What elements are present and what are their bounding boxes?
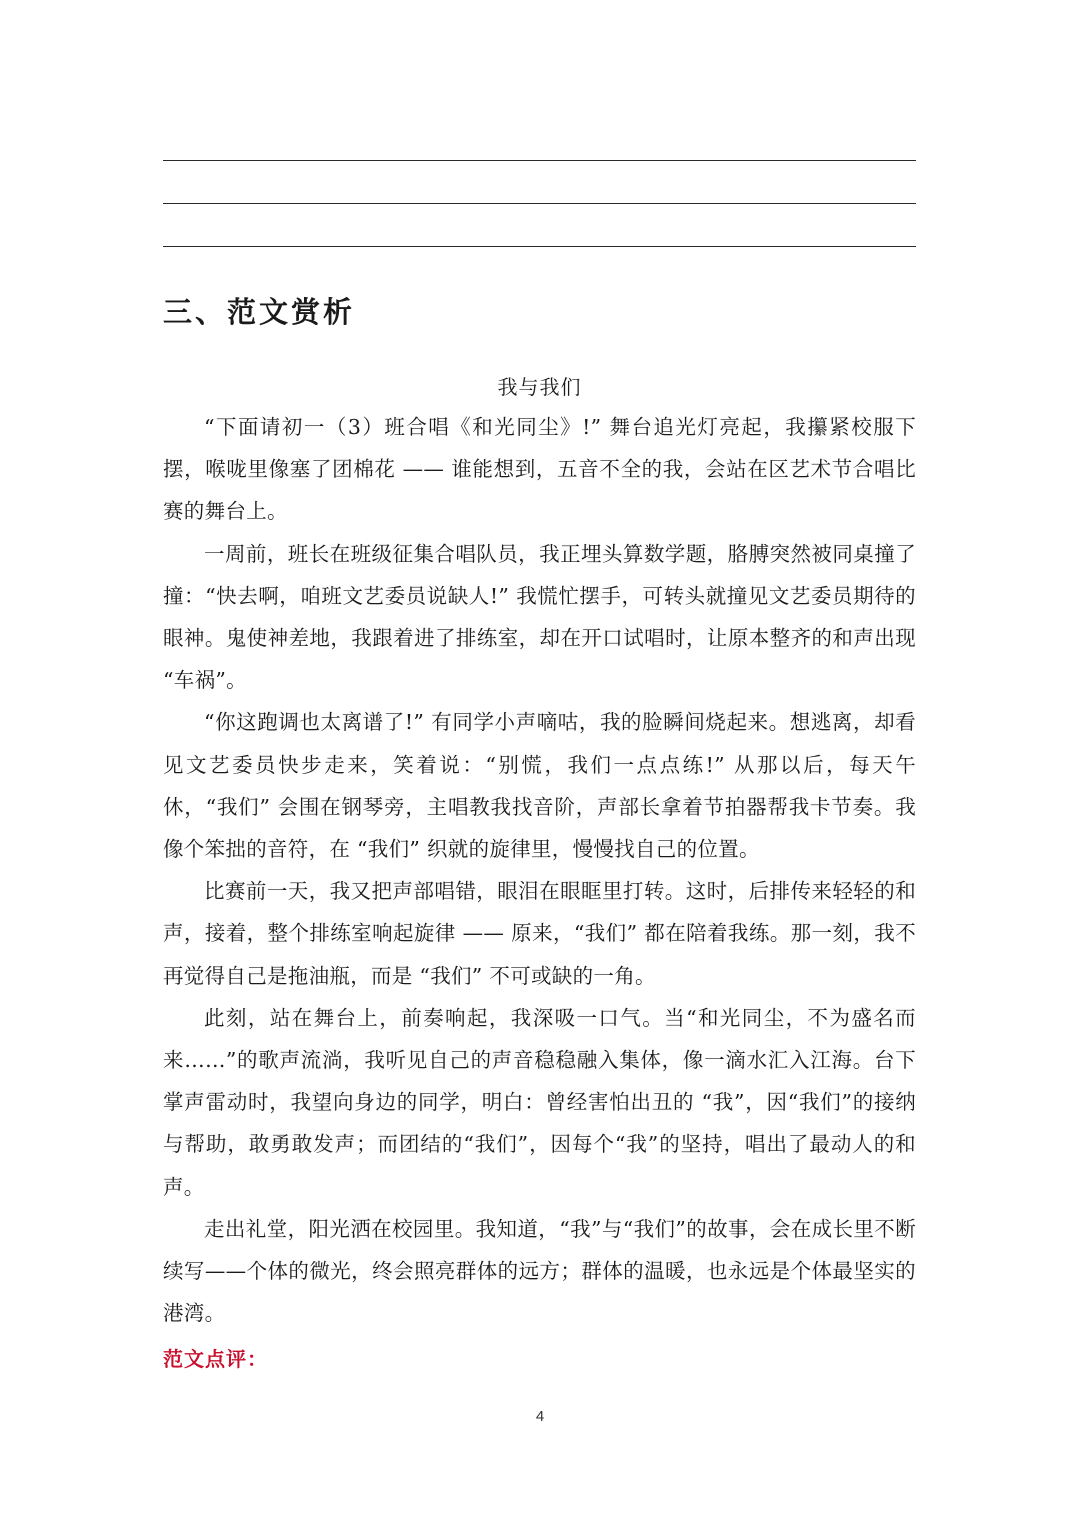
essay-paragraph: “你这跑调也太离谱了!” 有同学小声嘀咕，我的脸瞬间烧起来。想逃离，却看见文艺委员快步走来，笑着说：“别慌，我们一点点练!” 从那以后，每天午休，“我们” 会围在钢琴旁，主唱教我找音阶，声部长拿着节拍器帮我卡节奏。我像个笨拙的音符，在 “我们” 织就的旋律里，慢慢找自己的位置。 (163, 710, 916, 862)
essay-body (163, 406, 916, 1334)
writing-line-2 (163, 203, 916, 204)
writing-line-1 (163, 160, 916, 161)
essay-title: 我与我们 (497, 375, 582, 399)
page-number: 4 (535, 1408, 545, 1425)
essay-paragraph: 走出礼堂，阳光洒在校园里。我知道，“我”与“我们”的故事，会在成长里不断续写——个体的微光，终会照亮群体的远方；群体的温暖，也永远是个体最坚实的港湾。 (163, 1216, 916, 1326)
essay-paragraph: 此刻，站在舞台上，前奏响起，我深吸一口气。当“和光同尘，不为盛名而来……”的歌声流淌，我听见自己的声音稳稳融入集体，像一滴水汇入江海。台下掌声雷动时，我望向身边的同学，明白：曾经害怕出丑的 “我”，因“我们”的接纳与帮助，敢勇敢发声；而团结的“我们”，因每个“我”的坚持，唱出了最动人的和声。 (163, 1005, 916, 1199)
essay-paragraph: “下面请初一（3）班合唱《和光同尘》!” 舞台追光灯亮起，我攥紧校服下摆，喉咙里像塞了团棉花 —— 谁能想到，五音不全的我，会站在区艺术节合唱比赛的舞台上。 (163, 415, 916, 524)
section-heading: 三、范文赏析 (163, 295, 356, 329)
writing-line-3 (163, 246, 916, 247)
comment-heading: 范文点评： (163, 1347, 268, 1371)
essay-paragraph: 比赛前一天，我又把声部唱错，眼泪在眼眶里打转。这时，后排传来轻轻的和声，接着，整个排练室响起旋律 —— 原来，“我们” 都在陪着我练。那一刻，我不再觉得自己是拖油瓶，而是 “我们” 不可或缺的一角。 (163, 879, 916, 988)
essay-paragraph: 一周前，班长在班级征集合唱队员，我正埋头算数学题，胳膊突然被同桌撞了撞：“快去啊，咱班文艺委员说缺人!” 我慌忙摆手，可转头就撞见文艺委员期待的眼神。鬼使神差地，我跟着进了排练室，却在开口试唱时，让原本整齐的和声出现 “车祸”。 (163, 541, 916, 693)
